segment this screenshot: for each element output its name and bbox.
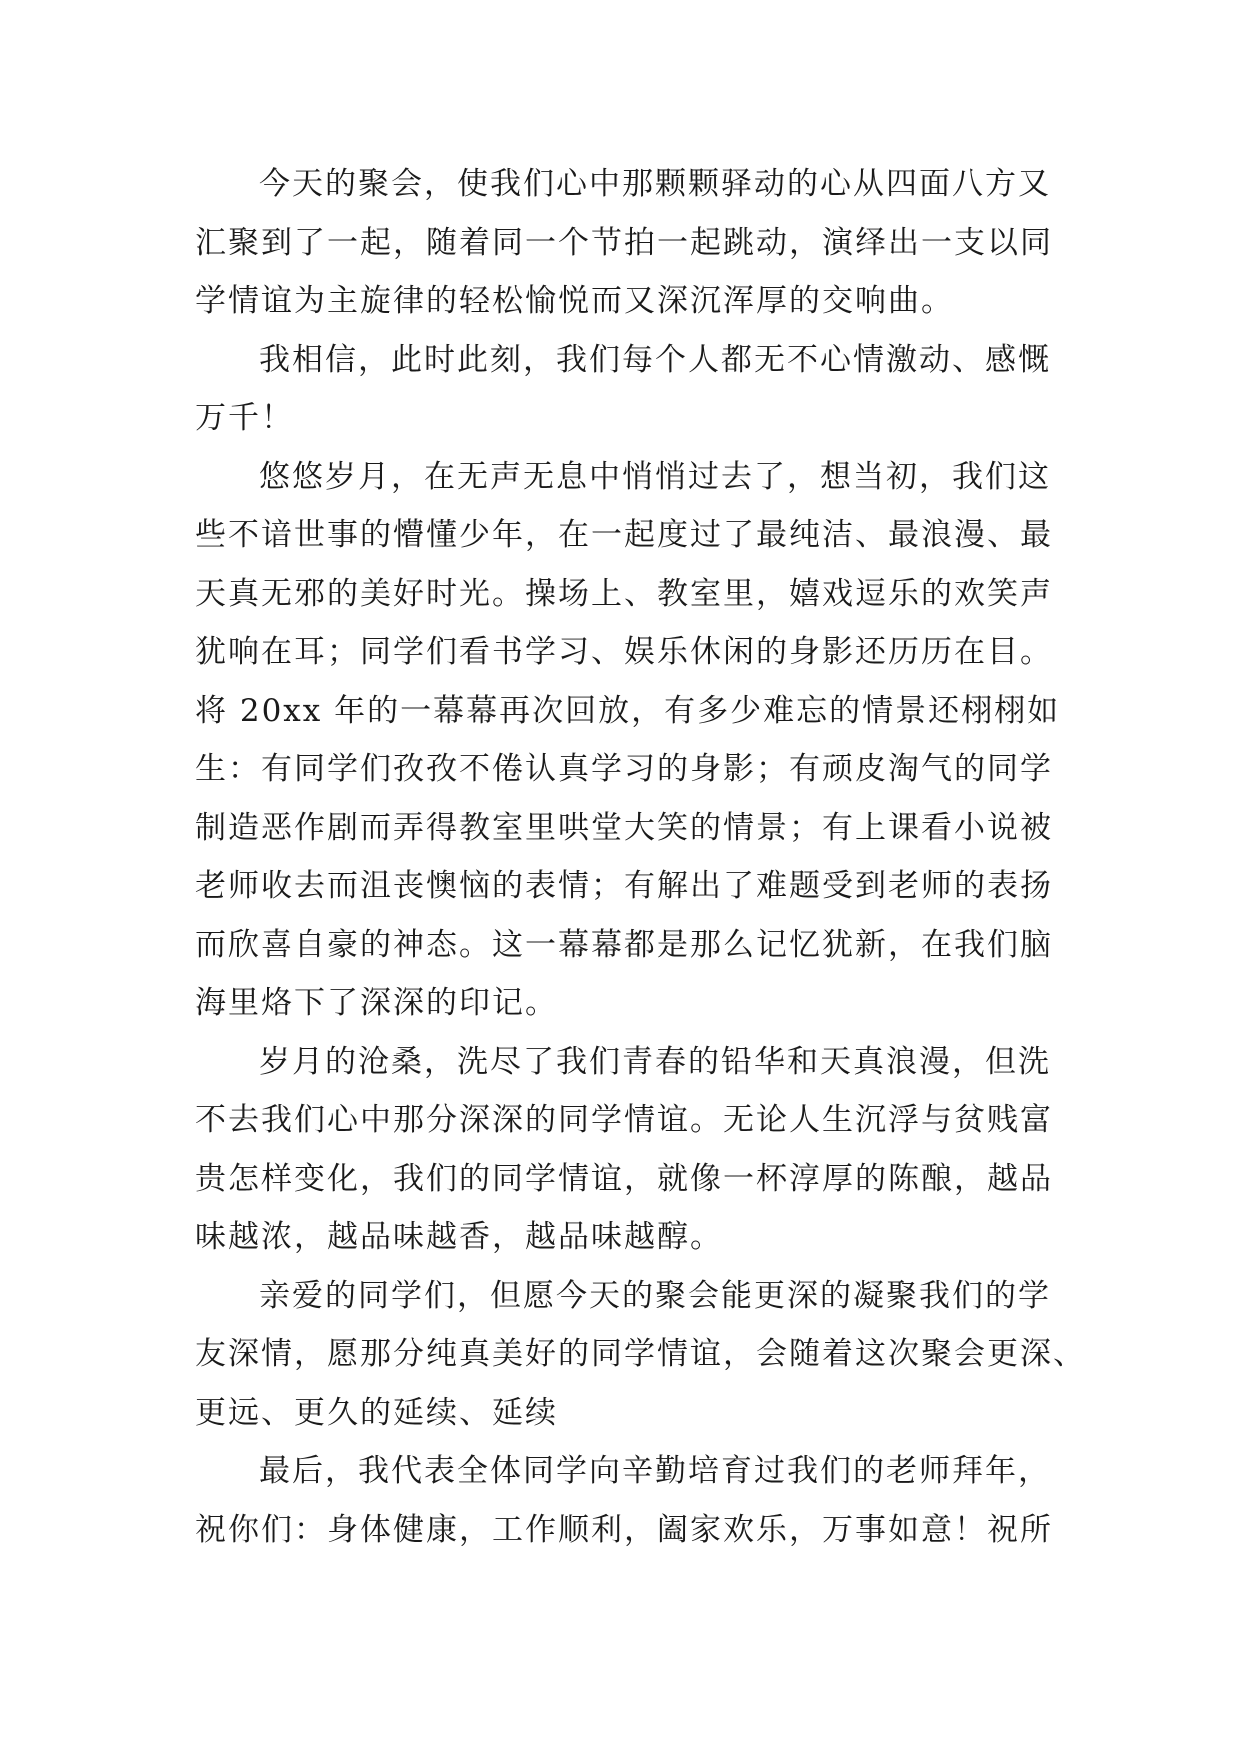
paragraph-line: 汇聚到了一起，随着同一个节拍一起跳动，演绎出一支以同 xyxy=(195,224,1053,261)
paragraph-line: 友深情，愿那分纯真美好的同学情谊，会随着这次聚会更深、 xyxy=(195,1336,1086,1372)
paragraph-4 xyxy=(195,1033,1075,1267)
paragraph-line: 而欣喜自豪的神态。这一幕幕都是那么记忆犹新，在我们脑 xyxy=(195,926,1053,963)
paragraph-line: 犹响在耳；同学们看书学习、娱乐休闲的身影还历历在目。 xyxy=(195,634,1053,670)
paragraph-line: 岁月的沧桑，洗尽了我们青春的铅华和天真浪漫，但洗 xyxy=(259,1043,1051,1080)
paragraph-line: 不去我们心中那分深深的同学情谊。无论人生沉浮与贫贱富 xyxy=(195,1102,1053,1138)
paragraph-6 xyxy=(195,1442,1075,1559)
paragraph-line: 亲爱的同学们，但愿今天的聚会能更深的凝聚我们的学 xyxy=(259,1277,1051,1314)
paragraph-line: 万千！ xyxy=(195,400,294,436)
paragraph-5 xyxy=(195,1267,1086,1443)
paragraph-line: 悠悠岁月，在无声无息中悄悄过去了，想当初，我们这 xyxy=(259,458,1051,495)
paragraph-line: 学情谊为主旋律的轻松愉悦而又深沉浑厚的交响曲。 xyxy=(195,283,954,319)
paragraph-line: 制造恶作剧而弄得教室里哄堂大笑的情景；有上课看小说被 xyxy=(195,809,1053,846)
paragraph-line: 我相信，此时此刻，我们每个人都无不心情激动、感慨 xyxy=(259,341,1051,378)
paragraph-line: 贵怎样变化，我们的同学情谊，就像一杯淳厚的陈酿，越品 xyxy=(195,1160,1053,1197)
paragraph-line: 今天的聚会，使我们心中那颗颗驿动的心从四面八方又 xyxy=(259,166,1051,202)
paragraph-line: 最后，我代表全体同学向辛勤培育过我们的老师拜年， xyxy=(259,1453,1051,1489)
paragraph-line: 生：有同学们孜孜不倦认真学习的身影；有顽皮淘气的同学 xyxy=(195,751,1053,787)
paragraph-line: 海里烙下了深深的印记。 xyxy=(195,985,558,1021)
paragraph-line: 更远、更久的延续、延续 xyxy=(195,1394,558,1431)
paragraph-line: 祝你们：身体健康，工作顺利，阖家欢乐，万事如意！祝所 xyxy=(195,1511,1053,1548)
paragraph-line: 些不谙世事的懵懂少年，在一起度过了最纯洁、最浪漫、最 xyxy=(195,517,1053,553)
paragraph-2 xyxy=(195,331,1075,448)
document-body xyxy=(195,155,1086,1559)
paragraph-line: 将 20xx 年的一幕幕再次回放，有多少难忘的情景还栩栩如 xyxy=(195,692,1061,729)
paragraph-line: 老师收去而沮丧懊恼的表情；有解出了难题受到老师的表扬 xyxy=(195,868,1053,904)
paragraph-line: 天真无邪的美好时光。操场上、教室里，嬉戏逗乐的欢笑声 xyxy=(195,575,1053,612)
paragraph-line: 味越浓，越品味越香，越品味越醇。 xyxy=(195,1219,723,1255)
paragraph-1 xyxy=(195,155,1075,331)
paragraph-3 xyxy=(195,448,1075,1033)
